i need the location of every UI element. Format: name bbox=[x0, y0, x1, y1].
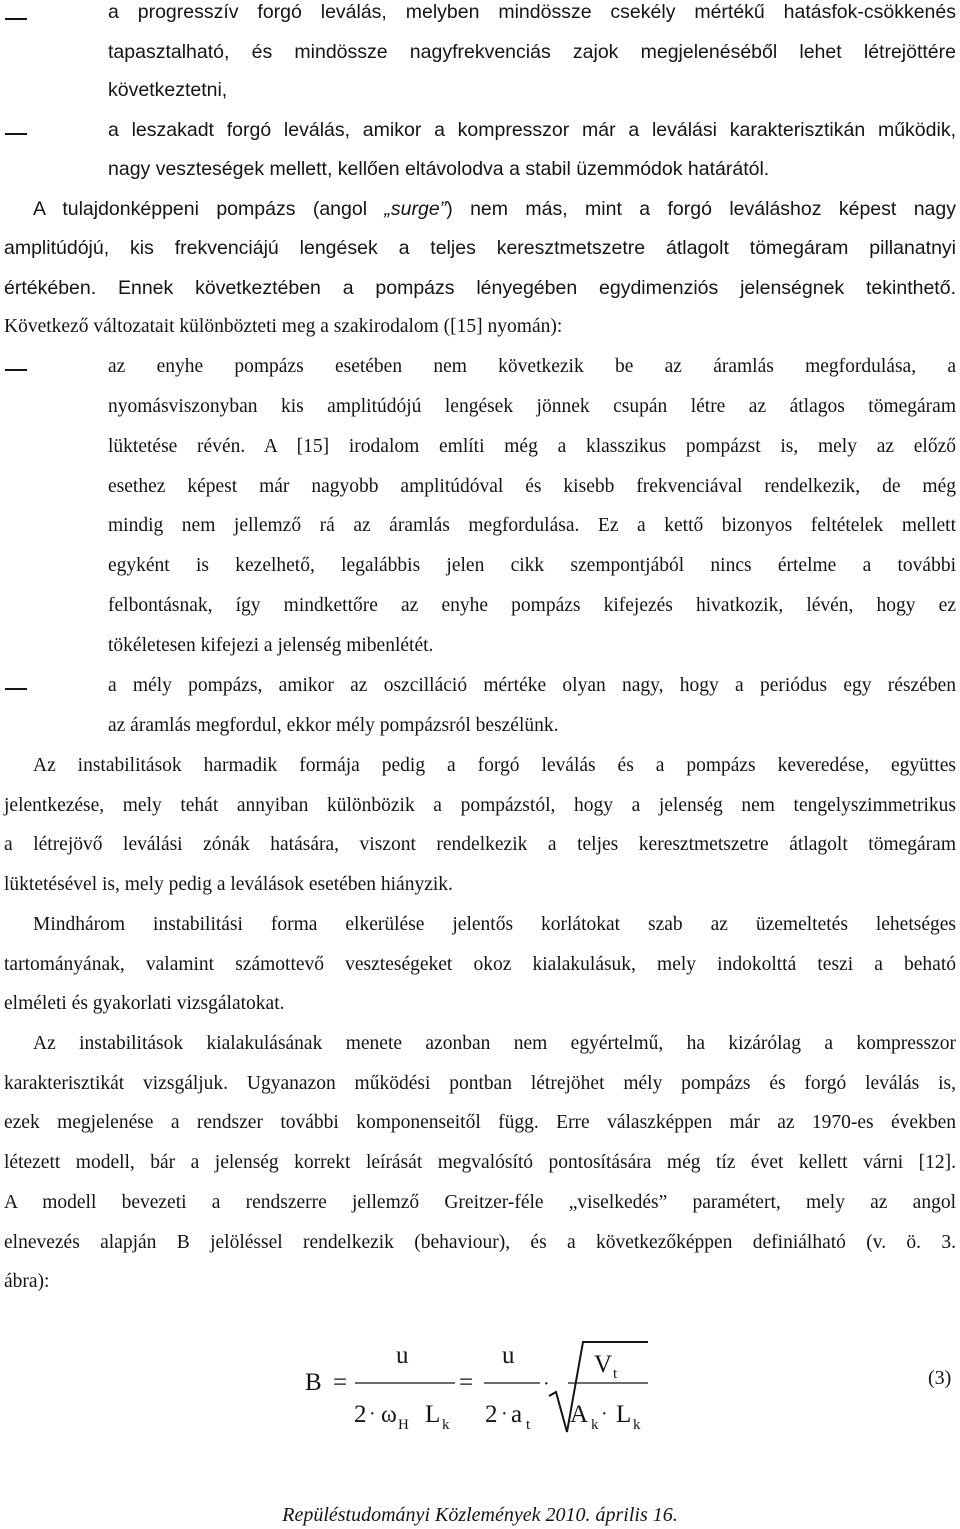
formula-den1-omega: ω bbox=[381, 1402, 397, 1428]
avoid-line2: tartományának, valamint számottevő veszteségeket okoz kialakulásuk, mely indokolttá teszi a beható bbox=[4, 954, 956, 975]
list-bullet-dash bbox=[5, 369, 27, 371]
list2-item2-line2: az áramlás megfordul, ekkor mély pompázsról beszélünk. bbox=[108, 715, 559, 736]
formula-sqrt-num-V: V bbox=[594, 1351, 613, 1378]
list2-item1-line5: mindig nem jellemző rá az áramlás megfordulása. Ez a kettő bizonyos feltételek mellett bbox=[108, 515, 956, 536]
list2-item1-line7: felbontásnak, így mindkettőre az enyhe pompázs kifejezés hivatkozik, lévén, hogy ez bbox=[108, 595, 956, 616]
formula-den2-dot: · bbox=[501, 1403, 508, 1425]
third-form-line2: jelentkezése, mely tehát annyiban különbözik a pompázstól, hogy a jelenség nem tengelyszimmetrikus bbox=[4, 795, 956, 816]
formula-mult-dot: · bbox=[543, 1373, 550, 1395]
list2-item1-line1: az enyhe pompázs esetében nem következik be az áramlás megfordulása, a bbox=[108, 356, 956, 377]
formula-den2-sub-t: t bbox=[526, 1417, 531, 1433]
list1-item1-line2: tapasztalható, és mindössze nagyfrekvenciás zajok megjelenéséből lehet létrejöttére bbox=[108, 41, 956, 63]
model-line3: ezek megjelenése a rendszer további komponenseitől függ. Erre válaszképpen már az 1970-es években bbox=[4, 1112, 956, 1133]
formula-den1-sub-k: k bbox=[442, 1417, 450, 1433]
avoid-line3: elméleti és gyakorlati vizsgálatokat. bbox=[4, 993, 285, 1014]
formula-sqrt-num-sub-t: t bbox=[613, 1366, 618, 1382]
equation-3 bbox=[0, 1330, 960, 1440]
formula-sqrt-den-L: L bbox=[616, 1401, 632, 1428]
model-line2: karakterisztikát vizsgáljuk. Ugyanazon működési pontban létrejöhet mély pompázs és forgó leválás is, bbox=[4, 1073, 956, 1094]
surge-paragraph-line1 bbox=[33, 197, 956, 221]
model-line5: A modell bevezeti a rendszerre jellemző Greitzer-féle „viselkedés” paramétert, mely az angol bbox=[4, 1192, 956, 1213]
formula-lhs: B bbox=[305, 1369, 322, 1396]
list1-item1-line1: a progresszív forgó leválás, melyben mindössze csekély mértékű hatásfok-csökkenés bbox=[108, 1, 956, 23]
list2-item1-line6: egyként is kezelhető, legalábbis jelen cikk szempontjából nincs értelme a további bbox=[108, 555, 956, 576]
list2-item2-line1: a mély pompázs, amikor az oszcilláció mértéke olyan nagy, hogy a periódus egy részében bbox=[108, 675, 956, 696]
formula-sqrt-den-sub-k1: k bbox=[591, 1417, 599, 1433]
formula-sqrt-den-sub-k2: k bbox=[633, 1417, 641, 1433]
list-bullet-dash bbox=[5, 18, 27, 20]
list1-item1-line3: következtetni, bbox=[108, 79, 228, 101]
formula-den1-L: L bbox=[425, 1401, 441, 1428]
surge-text-b: ) nem más, mint a forgó leváláshoz képest nagy bbox=[446, 198, 956, 220]
model-line4: létezett modell, bár a jelenség korrekt leírását megvalósító pontosítására még tíz évet kellett várni [12]. bbox=[4, 1152, 956, 1173]
formula-eq: = bbox=[333, 1369, 348, 1396]
model-line1: Az instabilitások kialakulásának menete azonban nem egyértelmű, ha kizárólag a kompresszor bbox=[33, 1033, 956, 1054]
surge-paragraph-line3: értékében. Ennek következtében a pompázs lényegében egydimenziós jelenségnek tekinthető. bbox=[4, 277, 956, 299]
formula-den1-sub-h: H bbox=[398, 1417, 409, 1433]
variants-intro: Következő változatait különbözteti meg a szakirodalom ([15] nyomán): bbox=[4, 316, 563, 337]
third-form-line3: a létrejövő leválási zónák hatására, viszont rendelkezik a teljes keresztmetszetre átlagolt tömegáram bbox=[4, 834, 956, 855]
list1-item2-line2: nagy veszteségek mellett, kellően eltávolodva a stabil üzemmódok határától. bbox=[108, 158, 770, 180]
surge-paragraph-line2: amplitúdójú, kis frekvenciájú lengések a teljes keresztmetszetre átlagolt tömegáram pillanatnyi bbox=[4, 237, 956, 259]
formula-num1: u bbox=[396, 1342, 409, 1369]
formula-den1-dot: · bbox=[369, 1403, 376, 1425]
formula-den2-2: 2 bbox=[485, 1401, 498, 1428]
list2-item1-line2: nyomásviszonyban kis amplitúdójú lengések jönnek csupán létre az átlagos tömegáram bbox=[108, 396, 956, 417]
equation-number: (3) bbox=[928, 1367, 952, 1389]
list-bullet-dash bbox=[5, 133, 27, 135]
list2-item1-line4: esethez képest már nagyobb amplitúdóval és kisebb frekvenciával rendelkezik, de még bbox=[108, 476, 956, 497]
list2-item1-line3: lüktetése révén. A [15] irodalom említi még a klasszikus pompázst is, mely az előző bbox=[108, 436, 956, 457]
formula-eq2: = bbox=[459, 1369, 474, 1396]
formula-den2-a: a bbox=[511, 1401, 523, 1428]
surge-term: „surge” bbox=[384, 198, 447, 220]
list2-item1-line8: tökéletesen kifejezi a jelenség mibenlétét. bbox=[108, 635, 434, 656]
formula-sqrt-den-dot: · bbox=[601, 1403, 608, 1425]
third-form-line4: lüktetésével is, mely pedig a leválások esetében hiányzik. bbox=[4, 874, 453, 895]
surge-text-a: A tulajdonképpeni pompázs (angol bbox=[33, 198, 385, 220]
third-form-line1: Az instabilitások harmadik formája pedig a forgó leválás és a pompázs keveredése, együttes bbox=[33, 755, 956, 776]
avoid-line1: Mindhárom instabilitási forma elkerülése jelentős korlátokat szab az üzemeltetés lehetséges bbox=[33, 914, 956, 935]
list1-item2-line1: a leszakadt forgó leválás, amikor a kompresszor már a leválási karakterisztikán működik, bbox=[108, 119, 956, 141]
model-line7: ábra): bbox=[4, 1271, 50, 1292]
formula-sqrt-den-A: A bbox=[570, 1401, 589, 1428]
formula-num2: u bbox=[502, 1342, 515, 1369]
formula-den1-2: 2 bbox=[354, 1401, 367, 1428]
page-footer: Repüléstudományi Közlemények 2010. április 16. bbox=[282, 1504, 678, 1526]
list-bullet-dash bbox=[5, 688, 27, 690]
model-line6: elnevezés alapján B jelöléssel rendelkezik (behaviour), és a következőképpen definiálható (v. ö. 3. bbox=[4, 1232, 956, 1253]
